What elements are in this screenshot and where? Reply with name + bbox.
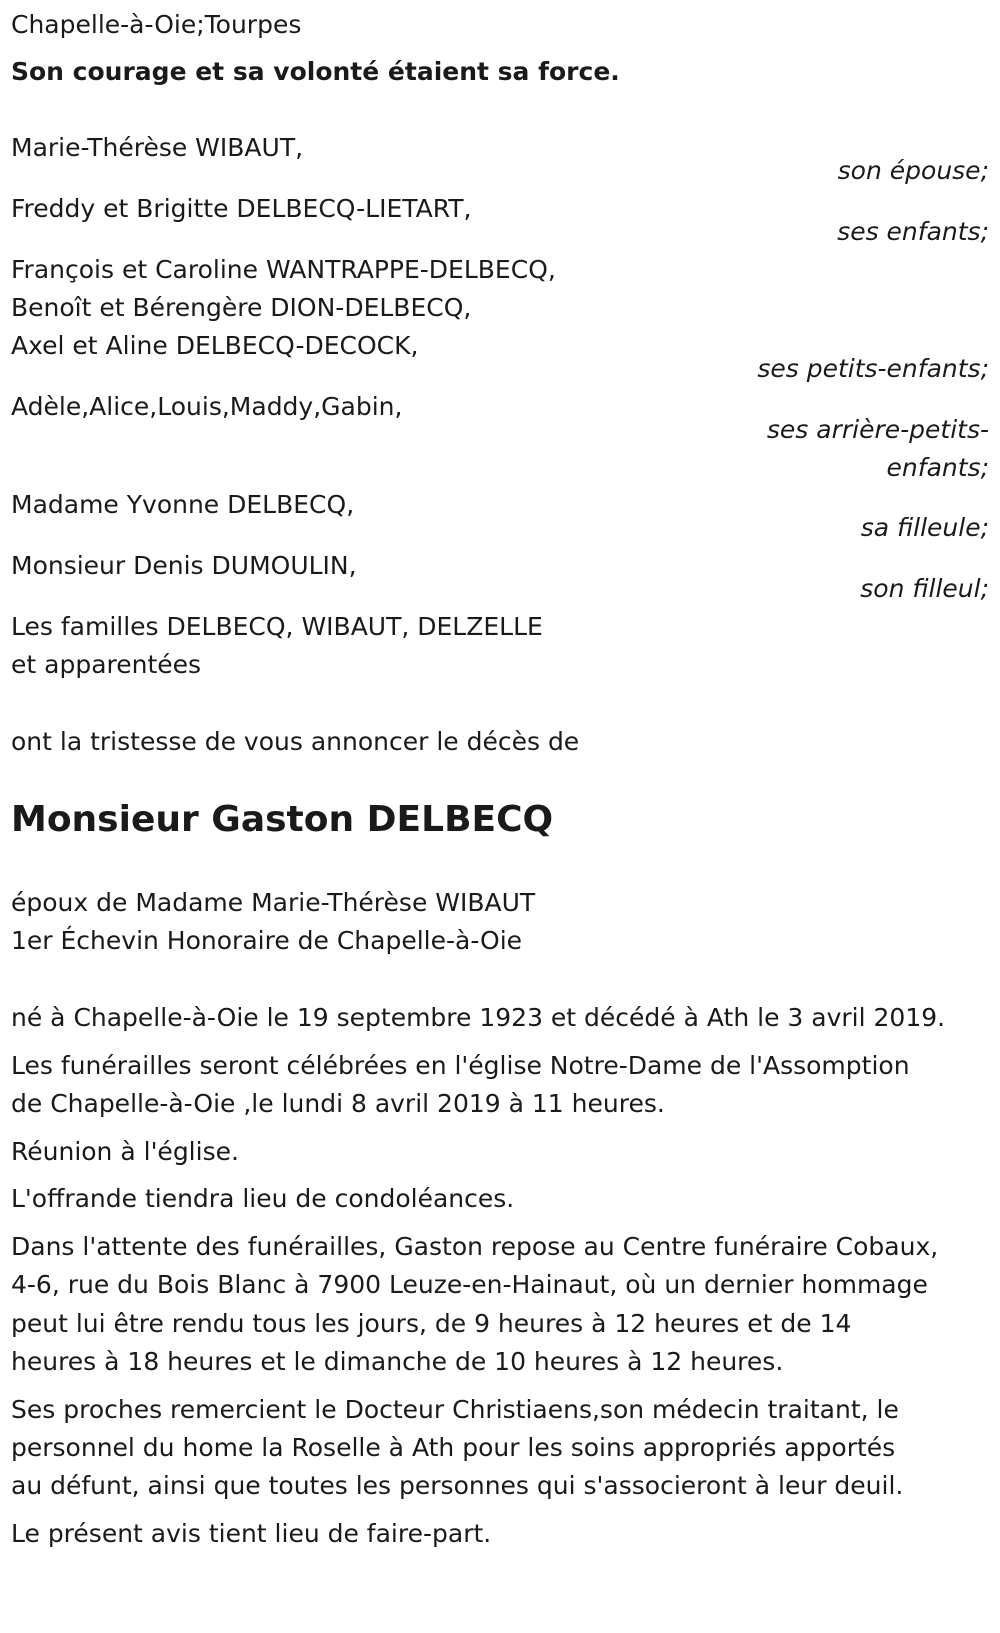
deceased-detail: époux de Madame Marie-Thérèse WIBAUT — [11, 888, 536, 917]
paragraph-line: de Chapelle-à-Oie ,le lundi 8 avril 2019 à 11 heures. — [11, 1089, 665, 1118]
paragraph-line: au défunt, ainsi que toutes les personnes qui s'associeront à leur deuil. — [11, 1471, 904, 1500]
family-member-line: Axel et Aline DELBECQ-DECOCK, — [11, 331, 419, 360]
family-relation: ses enfants; — [837, 217, 989, 246]
paragraph-line: heures à 18 heures et le dimanche de 10 heures à 12 heures. — [11, 1347, 784, 1376]
family-member-line: Benoît et Bérengère DION-DELBECQ, — [11, 293, 472, 322]
paragraph-line: personnel du home la Roselle à Ath pour les soins appropriés apportés — [11, 1433, 896, 1462]
family-relation: enfants; — [886, 453, 989, 482]
family-member-line: Les familles DELBECQ, WIBAUT, DELZELLE — [11, 612, 543, 641]
family-relation: son épouse; — [837, 156, 989, 185]
family-relation: ses petits-enfants; — [757, 354, 989, 383]
deceased-detail: 1er Échevin Honoraire de Chapelle-à-Oie — [11, 926, 523, 955]
paragraph-line: L'offrande tiendra lieu de condoléances. — [11, 1184, 515, 1213]
location-line: Chapelle-à-Oie;Tourpes — [11, 10, 302, 39]
family-relation: sa filleule; — [860, 513, 989, 542]
paragraph-line: peut lui être rendu tous les jours, de 9 heures à 12 heures et de 14 — [11, 1309, 852, 1338]
family-relation: ses arrière-petits- — [766, 415, 989, 444]
paragraph-line: Le présent avis tient lieu de faire-part. — [11, 1519, 492, 1548]
family-member-line: François et Caroline WANTRAPPE-DELBECQ, — [11, 255, 556, 284]
family-member-line: et apparentées — [11, 650, 202, 679]
paragraph-line: né à Chapelle-à-Oie le 19 septembre 1923 et décédé à Ath le 3 avril 2019. — [11, 1003, 946, 1032]
announcement-line: ont la tristesse de vous annoncer le décès de — [11, 727, 580, 756]
motto-line: Son courage et sa volonté étaient sa force. — [11, 57, 620, 86]
family-relation: son filleul; — [860, 574, 989, 603]
paragraph-line: 4-6, rue du Bois Blanc à 7900 Leuze-en-Hainaut, où un dernier hommage — [11, 1270, 928, 1299]
family-member-line: Madame Yvonne DELBECQ, — [11, 490, 355, 519]
family-member-line: Adèle,Alice,Louis,Maddy,Gabin, — [11, 392, 403, 421]
paragraph-line: Les funérailles seront célébrées en l'église Notre-Dame de l'Assomption — [11, 1051, 910, 1080]
family-member-line: Marie-Thérèse WIBAUT, — [11, 133, 304, 162]
paragraph-line: Réunion à l'église. — [11, 1137, 239, 1166]
deceased-name: Monsieur Gaston DELBECQ — [11, 799, 554, 840]
family-member-line: Monsieur Denis DUMOULIN, — [11, 551, 357, 580]
family-member-line: Freddy et Brigitte DELBECQ-LIETART, — [11, 194, 472, 223]
paragraph-line: Dans l'attente des funérailles, Gaston repose au Centre funéraire Cobaux, — [11, 1232, 939, 1261]
paragraph-line: Ses proches remercient le Docteur Christiaens,son médecin traitant, le — [11, 1395, 899, 1424]
